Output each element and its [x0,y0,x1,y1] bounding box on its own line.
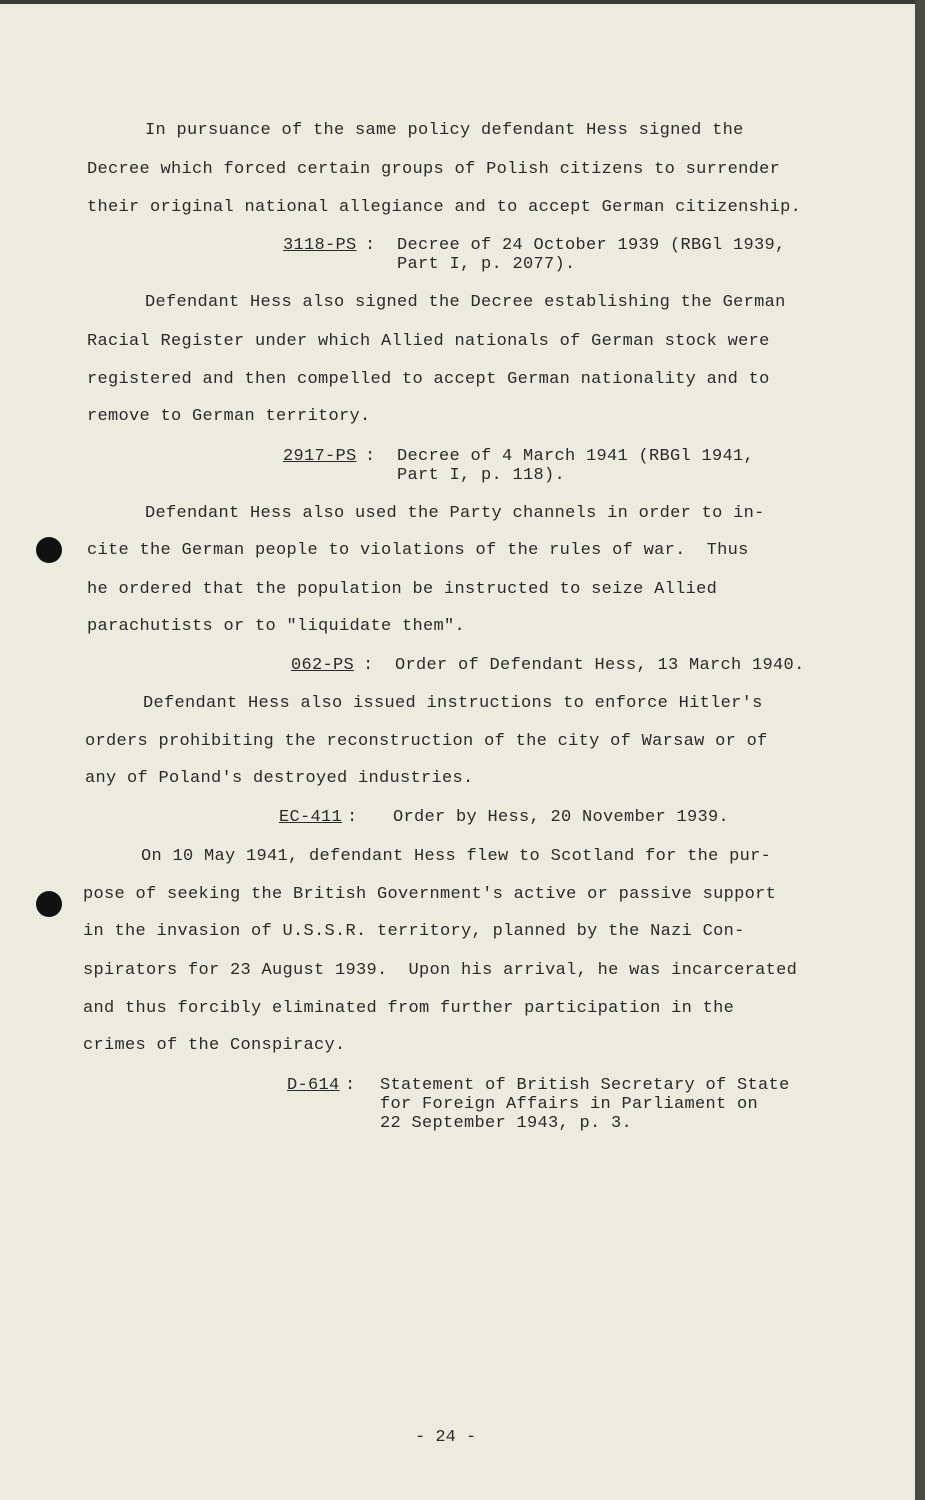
citation-text: Decree of 4 March 1941 (RBGl 1941, Part I, p. 118). [397,447,755,485]
citation-ref: 3118-PS [283,236,357,255]
text-line: spirators for 23 August 1939. Upon his arrival, he was incarcerated [83,961,798,980]
scan-right-edge [915,0,925,1500]
text-line: Racial Register under which Allied nationals of German stock were [87,332,770,351]
text-line: cite the German people to violations of the rules of war. Thus [87,541,749,560]
citation-ref: 2917-PS [283,447,357,466]
citation-colon: : [365,236,376,255]
page-number: - 24 - [415,1428,477,1447]
text-line: he ordered that the population be instructed to seize Allied [87,580,718,599]
text-line: Defendant Hess also issued instructions to enforce Hitler's [143,694,763,713]
scan-top-edge [0,0,925,4]
citation-text: Decree of 24 October 1939 (RBGl 1939, Part I, p. 2077). [397,236,786,274]
citation-text: Order by Hess, 20 November 1939. [393,808,730,827]
punch-hole [36,891,62,917]
text-line: Decree which forced certain groups of Polish citizens to surrender [87,160,781,179]
text-line: their original national allegiance and to accept German citizenship. [87,198,802,217]
text-line: orders prohibiting the reconstruction of the city of Warsaw or of [85,732,768,751]
citation-colon: : [347,808,358,827]
text-line: In pursuance of the same policy defendant Hess signed the [145,121,744,140]
citation-text: Order of Defendant Hess, 13 March 1940. [395,656,805,675]
text-line: pose of seeking the British Government's active or passive support [83,885,777,904]
text-line: registered and then compelled to accept German nationality and to [87,370,770,389]
text-line: Defendant Hess also used the Party channels in order to in- [145,504,765,523]
text-line: remove to German territory. [87,407,371,426]
citation-colon: : [363,656,374,675]
text-line: crimes of the Conspiracy. [83,1036,346,1055]
citation-ref: EC-411 [279,808,343,827]
text-line: any of Poland's destroyed industries. [85,769,474,788]
punch-hole [36,537,62,563]
citation-ref: 062-PS [291,656,355,675]
citation-text: Statement of British Secretary of State for Foreign Affairs in Parliament on 22 September 1943, p. 3. [380,1076,790,1133]
text-line: in the invasion of U.S.S.R. territory, planned by the Nazi Con- [83,922,745,941]
text-line: On 10 May 1941, defendant Hess flew to Scotland for the pur- [141,847,772,866]
citation-ref: D-614 [287,1076,340,1095]
citation-colon: : [365,447,376,466]
text-line: and thus forcibly eliminated from further participation in the [83,999,735,1018]
text-line: parachutists or to "liquidate them". [87,617,466,636]
citation-colon: : [345,1076,356,1095]
text-line: Defendant Hess also signed the Decree establishing the German [145,293,786,312]
